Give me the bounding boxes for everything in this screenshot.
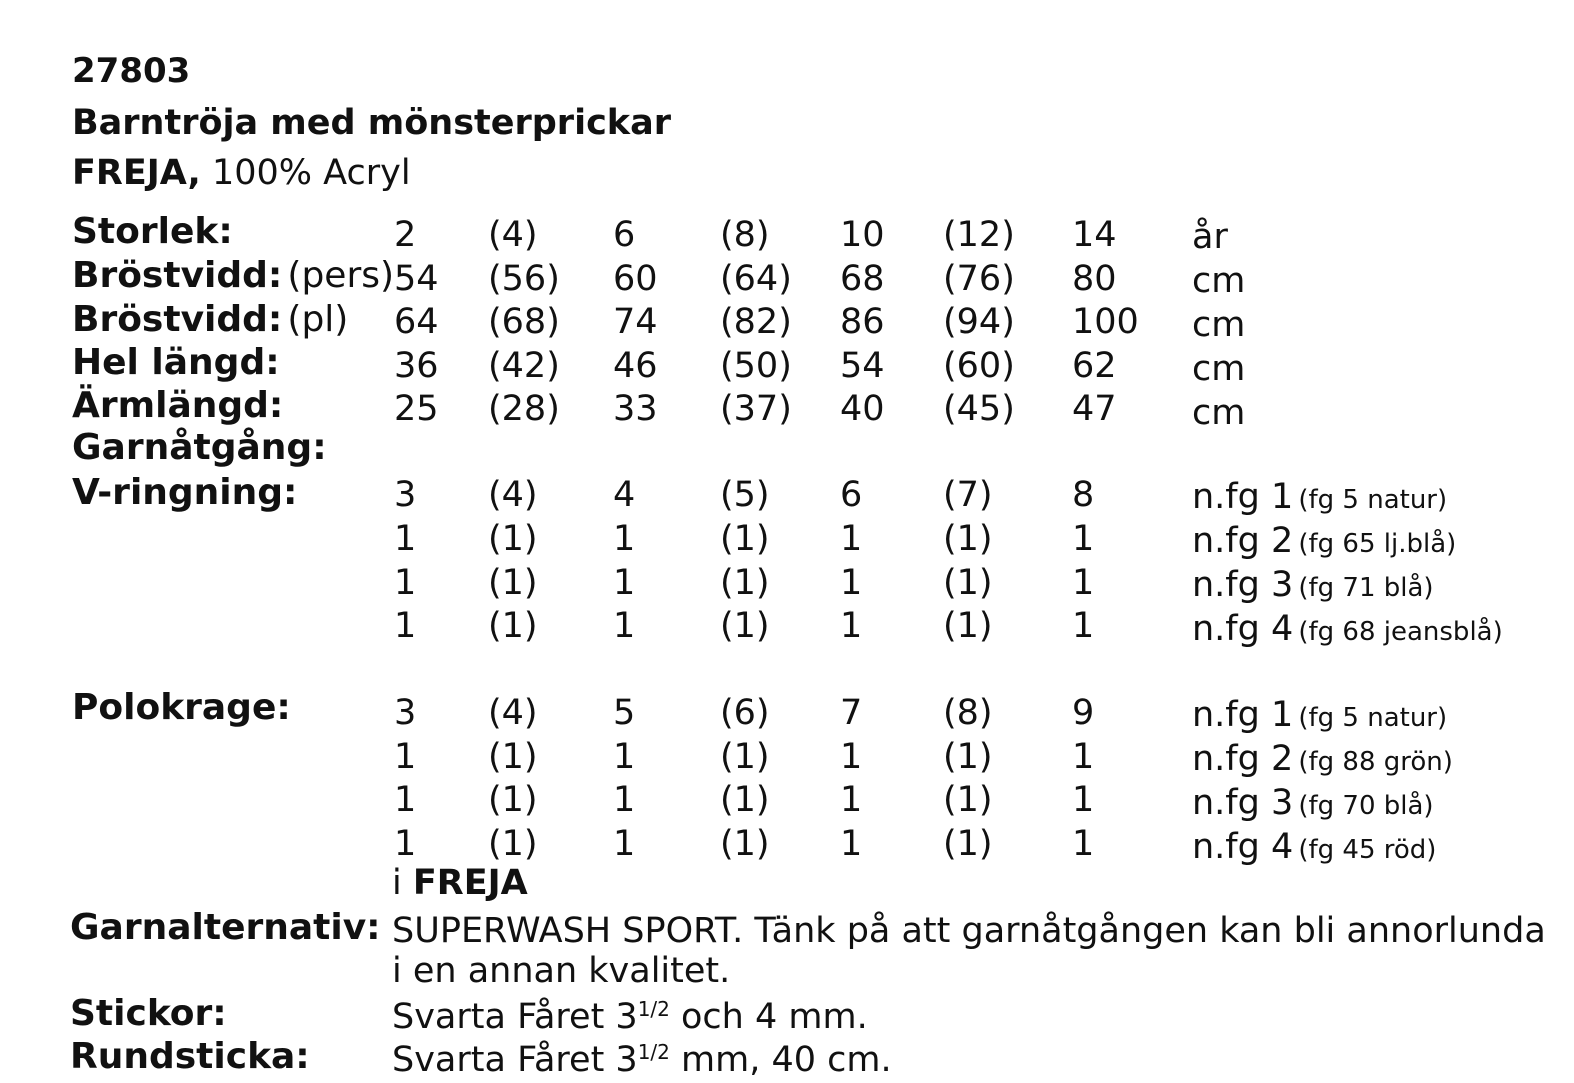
yarn-cell: 1 (613, 606, 636, 646)
yarn-cell: 7 (840, 693, 863, 733)
yarn-cell: 1 (1072, 780, 1095, 820)
yarn-skein-count: n.fg 1 (1192, 695, 1294, 735)
yarn-cell: 1 (613, 780, 636, 820)
alternative-label: Garnalternativ: (70, 907, 381, 948)
measurement-cell: 10 (840, 215, 885, 255)
yarn-cell: (1) (720, 563, 770, 603)
needles-label: Stickor: (70, 993, 227, 1034)
circular-needle-value (392, 1042, 892, 1078)
yarn-cell: 3 (394, 693, 417, 733)
yarn-skein-count: n.fg 3 (1192, 783, 1294, 823)
needles-fraction: 1/2 (637, 997, 670, 1021)
yarn-color (1192, 565, 1434, 605)
needles-text: Svarta Fåret 3 (392, 997, 638, 1037)
measurement-label: Bröstvidd: (72, 299, 283, 340)
yarn-cell: (1) (720, 824, 770, 864)
measurement-unit: år (1192, 217, 1228, 257)
yarn-cell: 1 (394, 824, 417, 864)
yarn-color-note: (fg 71 blå) (1298, 573, 1434, 603)
measurement-label: Ärmlängd: (72, 385, 284, 426)
measurement-cell: 54 (840, 346, 885, 386)
measurement-cell: (64) (720, 259, 792, 299)
yarn-cell: 1 (394, 780, 417, 820)
yarn-cell: (1) (943, 519, 993, 559)
yarn-color-note: (fg 5 natur) (1298, 485, 1448, 515)
measurement-label-group (72, 299, 349, 340)
yarn-skein-count: n.fg 1 (1192, 477, 1294, 517)
measurement-cell: 62 (1072, 346, 1117, 386)
measurement-sublabel: (pers) (287, 255, 395, 296)
measurement-unit: cm (1192, 261, 1246, 301)
yarn-cell: 1 (394, 737, 417, 777)
yarn-cell: 1 (613, 563, 636, 603)
measurement-unit: cm (1192, 393, 1246, 433)
circular-fraction: 1/2 (637, 1040, 670, 1064)
yarn-color (1192, 695, 1448, 735)
measurement-cell: 60 (613, 259, 658, 299)
yarn-skein-count: n.fg 3 (1192, 565, 1294, 605)
measurement-cell: 14 (1072, 215, 1117, 255)
measurement-cell: 33 (613, 389, 658, 429)
yarn-cell: (5) (720, 475, 770, 515)
yarn-cell: 1 (613, 519, 636, 559)
yarn-cell: (1) (720, 519, 770, 559)
yarn-usage-label: Garnåtgång: (72, 427, 327, 468)
yarn-fiber: 100% Acryl (211, 153, 411, 193)
measurement-cell: 2 (394, 215, 417, 255)
measurement-cell: (42) (488, 346, 560, 386)
measurement-cell: (94) (943, 302, 1015, 342)
yarn-color (1192, 477, 1448, 517)
yarn-cell: 1 (840, 737, 863, 777)
yarn-cell: (1) (488, 606, 538, 646)
yarn-skein-count: n.fg 2 (1192, 521, 1294, 561)
yarn-cell: 1 (613, 824, 636, 864)
measurement-cell: (28) (488, 389, 560, 429)
measurement-cell: (50) (720, 346, 792, 386)
needles-text-end: och 4 mm. (669, 997, 868, 1037)
yarn-cell: (4) (488, 475, 538, 515)
yarn-cell: 1 (840, 606, 863, 646)
alternative-text-line2: i en annan kvalitet. (392, 951, 731, 991)
yarn-skein-count: n.fg 4 (1192, 827, 1294, 867)
yarn-cell: 1 (840, 563, 863, 603)
measurement-cell: (45) (943, 389, 1015, 429)
in-yarn-prefix: i (392, 863, 402, 903)
yarn-cell: (1) (720, 606, 770, 646)
yarn-cell: 1 (1072, 824, 1095, 864)
measurement-cell: (37) (720, 389, 792, 429)
yarn-color (1192, 609, 1503, 649)
yarn-cell: (1) (943, 737, 993, 777)
yarn-cell: (1) (720, 780, 770, 820)
yarn-cell: (1) (488, 737, 538, 777)
measurement-cell: 54 (394, 259, 439, 299)
measurement-cell: 6 (613, 215, 636, 255)
yarn-cell: 1 (840, 824, 863, 864)
yarn-color (1192, 783, 1434, 823)
yarn-cell: 3 (394, 475, 417, 515)
pattern-number: 27803 (72, 51, 191, 91)
measurement-cell: 74 (613, 302, 658, 342)
yarn-color-note: (fg 68 jeansblå) (1298, 617, 1503, 647)
yarn-cell: 8 (1072, 475, 1095, 515)
yarn-name: FREJA, (72, 153, 201, 193)
measurement-cell: (12) (943, 215, 1015, 255)
measurement-cell: 68 (840, 259, 885, 299)
yarn-skein-count: n.fg 2 (1192, 739, 1294, 779)
yarn-color-note: (fg 65 lj.blå) (1298, 529, 1457, 559)
yarn-cell: 1 (613, 737, 636, 777)
measurement-cell: 40 (840, 389, 885, 429)
yarn-line (72, 153, 411, 193)
needles-value (392, 999, 868, 1035)
yarn-color (1192, 521, 1457, 561)
alternative-text-line1: SUPERWASH SPORT. Tänk på att garnåtgången kan bli annorlunda (392, 911, 1546, 951)
measurement-label: Bröstvidd: (72, 255, 283, 296)
yarn-cell: 1 (394, 606, 417, 646)
yarn-cell: (6) (720, 693, 770, 733)
yarn-cell: (1) (943, 606, 993, 646)
yarn-cell: (7) (943, 475, 993, 515)
yarn-color (1192, 739, 1453, 779)
measurement-cell: 47 (1072, 389, 1117, 429)
yarn-color-note: (fg 70 blå) (1298, 791, 1434, 821)
yarn-cell: 4 (613, 475, 636, 515)
measurement-cell: 46 (613, 346, 658, 386)
measurement-unit: cm (1192, 349, 1246, 389)
yarn-cell: (8) (943, 693, 993, 733)
measurement-cell: (60) (943, 346, 1015, 386)
yarn-cell: 1 (394, 563, 417, 603)
circular-needle-label: Rundsticka: (70, 1036, 310, 1077)
circular-text: Svarta Fåret 3 (392, 1040, 638, 1080)
yarn-cell: 1 (840, 519, 863, 559)
yarn-cell: (1) (488, 780, 538, 820)
yarn-cell: (1) (943, 780, 993, 820)
measurement-cell: 64 (394, 302, 439, 342)
yarn-cell: (1) (488, 824, 538, 864)
measurement-cell: 100 (1072, 302, 1139, 342)
yarn-skein-count: n.fg 4 (1192, 609, 1294, 649)
yarn-cell: 1 (1072, 606, 1095, 646)
measurement-cell: (68) (488, 302, 560, 342)
yarn-cell: 1 (1072, 519, 1095, 559)
yarn-color-note: (fg 88 grön) (1298, 747, 1453, 777)
measurement-cell: (82) (720, 302, 792, 342)
yarn-color (1192, 827, 1437, 867)
yarn-cell: 5 (613, 693, 636, 733)
measurement-label: Hel längd: (72, 342, 280, 383)
measurement-label: Storlek: (72, 211, 233, 252)
measurement-unit: cm (1192, 305, 1246, 345)
measurement-label-group (72, 255, 395, 296)
yarn-cell: (1) (943, 824, 993, 864)
yarn-cell: (1) (488, 519, 538, 559)
yarn-color-note: (fg 5 natur) (1298, 703, 1448, 733)
measurement-cell: (4) (488, 215, 538, 255)
measurement-cell: (76) (943, 259, 1015, 299)
in-yarn-line (392, 863, 528, 903)
measurement-sublabel: (pl) (287, 299, 349, 340)
yarn-cell: 6 (840, 475, 863, 515)
yarn-cell: (1) (720, 737, 770, 777)
v-neck-label: V-ringning: (72, 472, 298, 513)
polo-label: Polokrage: (72, 687, 291, 728)
yarn-cell: 1 (1072, 737, 1095, 777)
yarn-cell: (1) (488, 563, 538, 603)
circular-text-end: mm, 40 cm. (669, 1040, 892, 1080)
measurement-cell: 36 (394, 346, 439, 386)
yarn-cell: (1) (943, 563, 993, 603)
measurement-cell: (56) (488, 259, 560, 299)
yarn-cell: 9 (1072, 693, 1095, 733)
yarn-cell: 1 (840, 780, 863, 820)
measurement-cell: (8) (720, 215, 770, 255)
measurement-cell: 25 (394, 389, 439, 429)
yarn-color-note: (fg 45 röd) (1298, 835, 1437, 865)
yarn-cell: (4) (488, 693, 538, 733)
measurement-cell: 86 (840, 302, 885, 342)
in-yarn-name: FREJA (412, 863, 528, 903)
pattern-title: Barntröja med mönsterprickar (72, 103, 671, 143)
yarn-cell: 1 (394, 519, 417, 559)
yarn-cell: 1 (1072, 563, 1095, 603)
measurement-cell: 80 (1072, 259, 1117, 299)
